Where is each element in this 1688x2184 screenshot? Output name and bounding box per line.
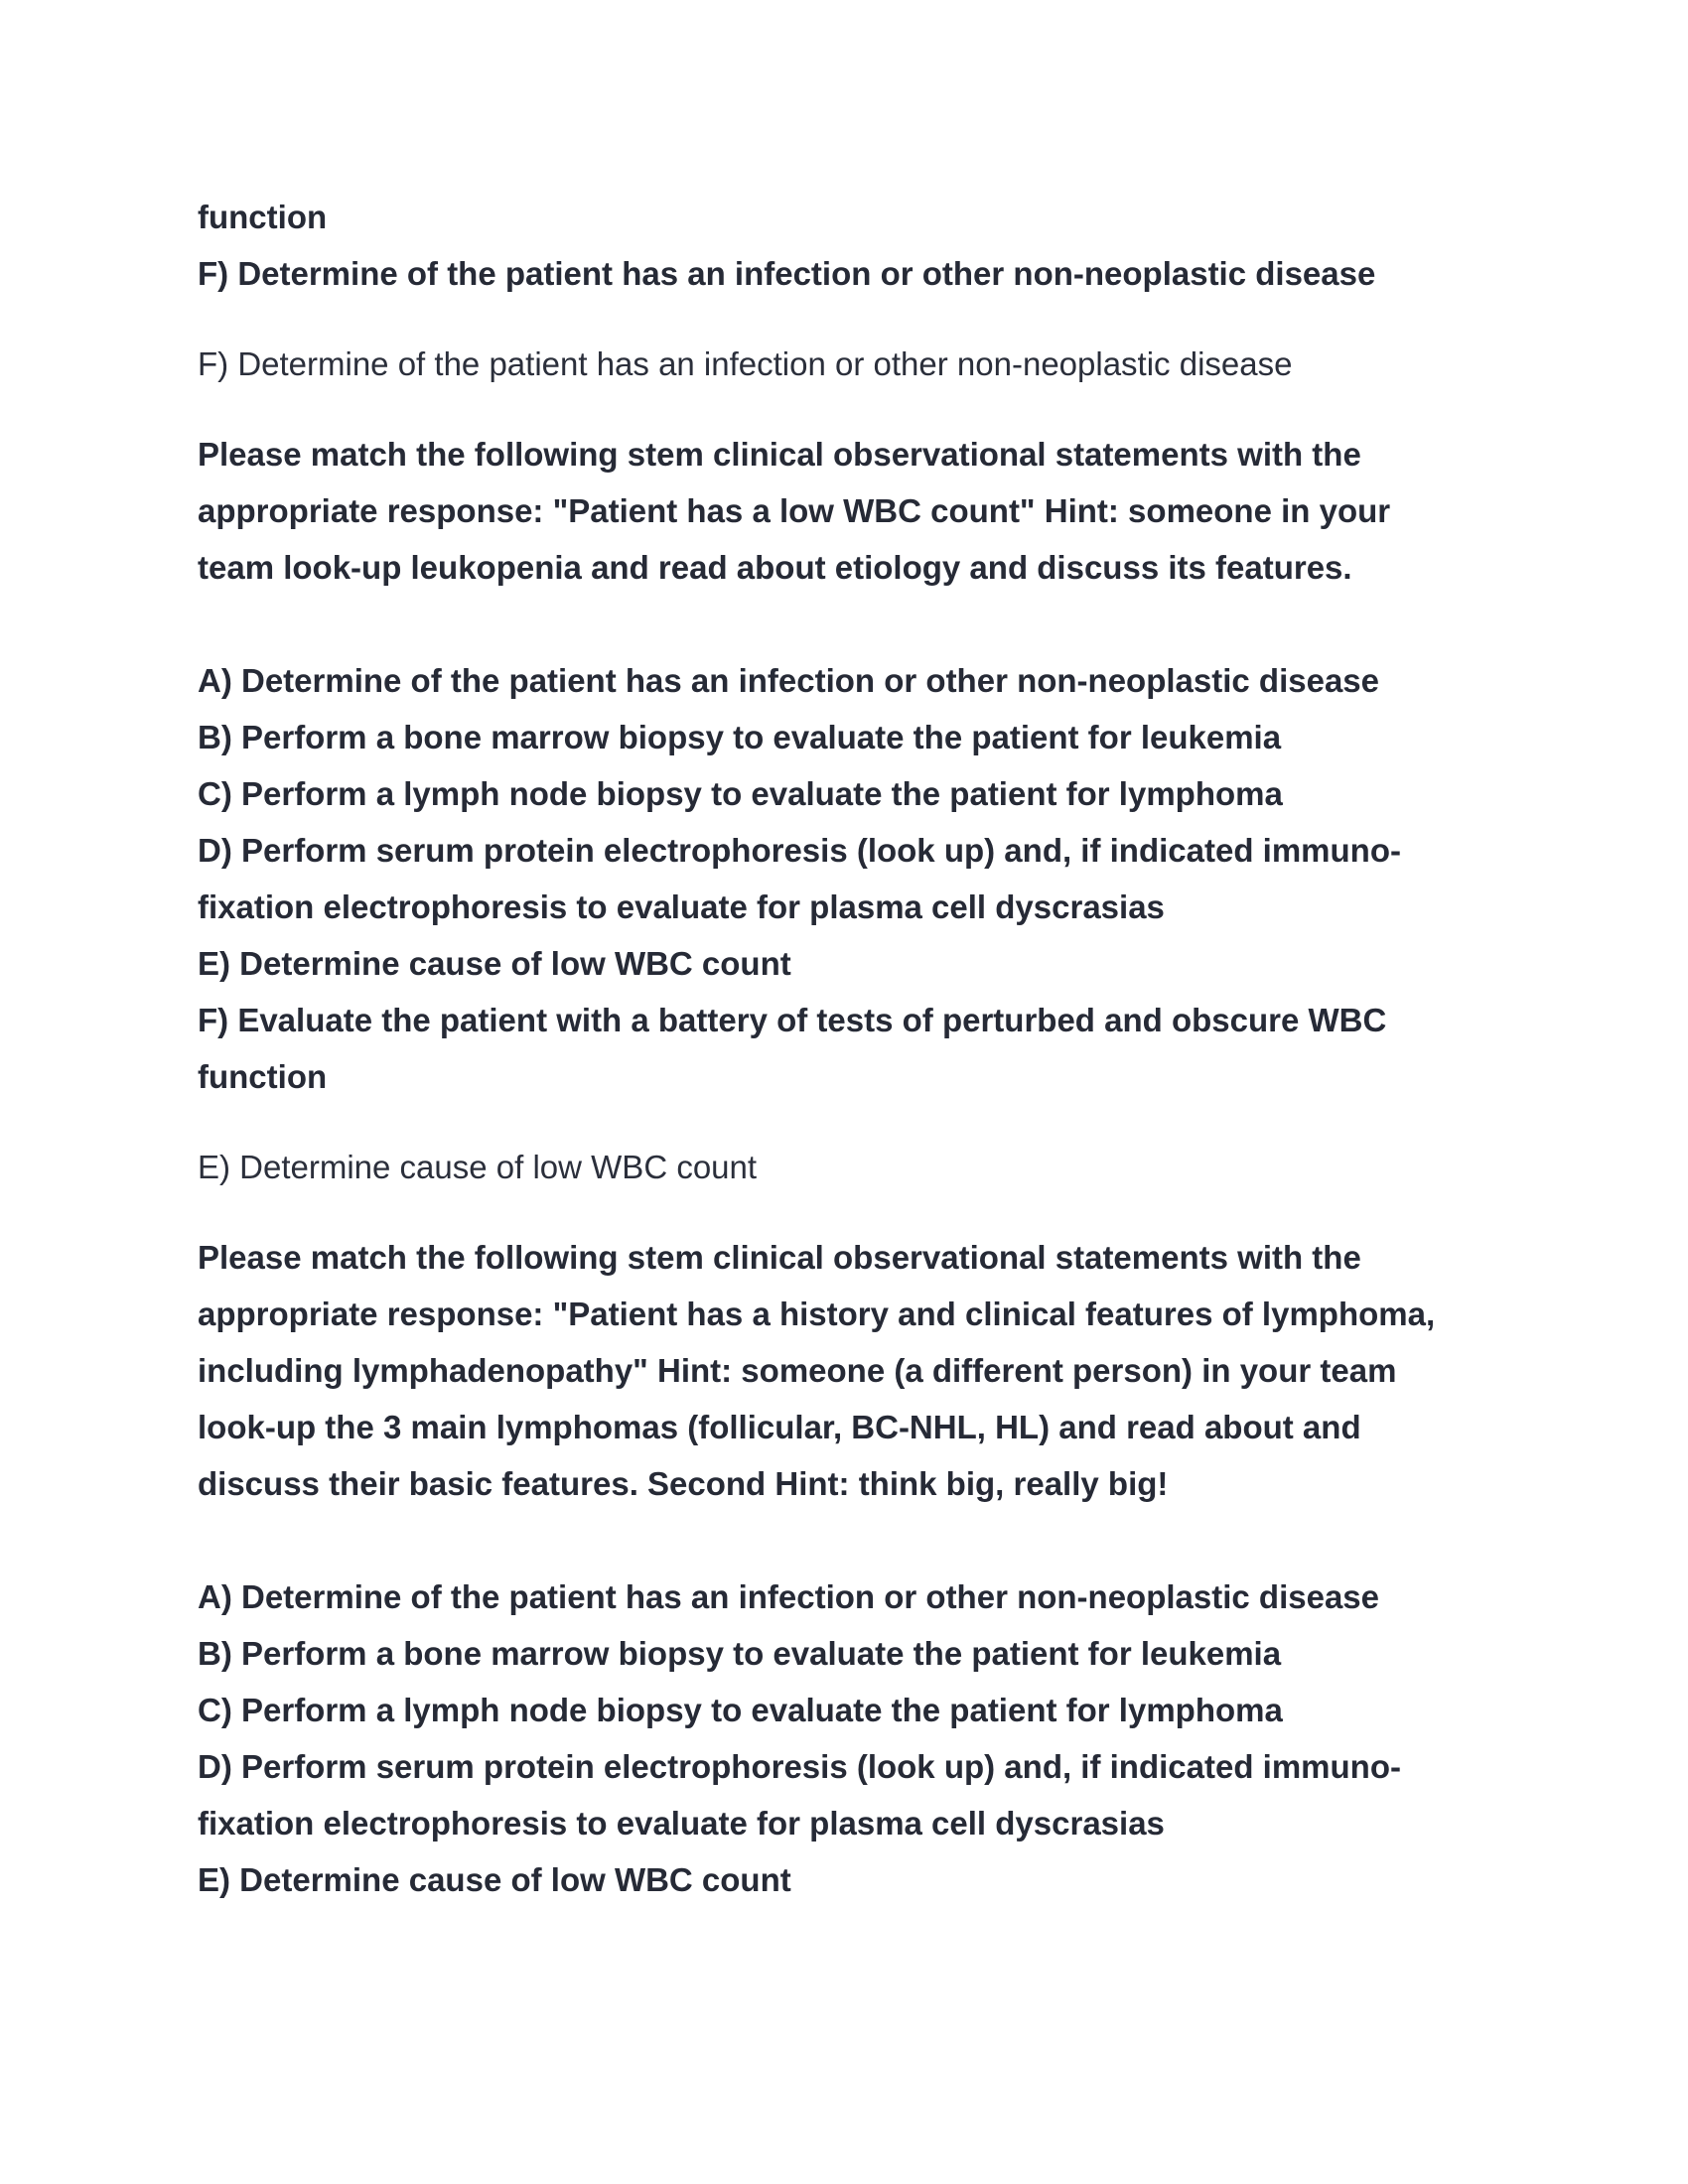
- stem-line: Please match the following stem clinical observational statements with the: [198, 1239, 1361, 1276]
- stem-line: appropriate response: "Patient has a low WBC count" Hint: someone in your: [198, 492, 1391, 529]
- option-line: D) Perform serum protein electrophoresis (look up) and, if indicated immuno-: [198, 832, 1401, 869]
- stem-line: team look-up leukopenia and read about etiology and discuss its features.: [198, 549, 1352, 586]
- stem-line: appropriate response: "Patient has a history and clinical features of lymphoma,: [198, 1296, 1436, 1332]
- option-line: A) Determine of the patient has an infection or other non-neoplastic disease: [198, 662, 1380, 699]
- option-line: C) Perform a lymph node biopsy to evaluate the patient for lymphoma: [198, 775, 1283, 812]
- answer-1: F) Determine of the patient has an infection or other non-neoplastic disease: [198, 345, 1293, 382]
- option-line: A) Determine of the patient has an infection or other non-neoplastic disease: [198, 1578, 1380, 1615]
- question-2: [198, 426, 1518, 1105]
- option-line: fixation electrophoresis to evaluate for plasma cell dyscrasias: [198, 888, 1165, 925]
- option-line: B) Perform a bone marrow biopsy to evaluate the patient for leukemia: [198, 1635, 1282, 1672]
- option-line: fixation electrophoresis to evaluate for plasma cell dyscrasias: [198, 1805, 1165, 1842]
- fragment-line: F) Determine of the patient has an infection or other non-neoplastic disease: [198, 255, 1376, 292]
- fragment-line: function: [198, 199, 328, 235]
- option-line: B) Perform a bone marrow biopsy to evaluate the patient for leukemia: [198, 719, 1282, 755]
- stem-line: Please match the following stem clinical observational statements with the: [198, 436, 1361, 473]
- option-line: F) Evaluate the patient with a battery of tests of perturbed and obscure WBC: [198, 1002, 1387, 1038]
- stem-line: discuss their basic features. Second Hint: think big, really big!: [198, 1465, 1169, 1502]
- option-line: D) Perform serum protein electrophoresis (look up) and, if indicated immuno-: [198, 1748, 1401, 1785]
- question-3-options: [198, 1569, 1518, 1908]
- answer-2: E) Determine cause of low WBC count: [198, 1149, 758, 1185]
- option-line: E) Determine cause of low WBC count: [198, 1861, 791, 1898]
- document-page: [198, 189, 1518, 1908]
- option-line: C) Perform a lymph node biopsy to evaluate the patient for lymphoma: [198, 1692, 1283, 1728]
- option-line: E) Determine cause of low WBC count: [198, 945, 791, 982]
- question-3-stem: [198, 1229, 1518, 1512]
- option-line: function: [198, 1058, 328, 1095]
- previous-question-fragment: [198, 189, 1518, 302]
- question-3: [198, 1229, 1518, 1908]
- stem-line: look-up the 3 main lymphomas (follicular, BC-NHL, HL) and read about and: [198, 1409, 1361, 1445]
- stem-line: including lymphadenopathy" Hint: someone (a different person) in your team: [198, 1352, 1397, 1389]
- question-2-options: [198, 652, 1518, 1105]
- question-2-stem: [198, 426, 1518, 596]
